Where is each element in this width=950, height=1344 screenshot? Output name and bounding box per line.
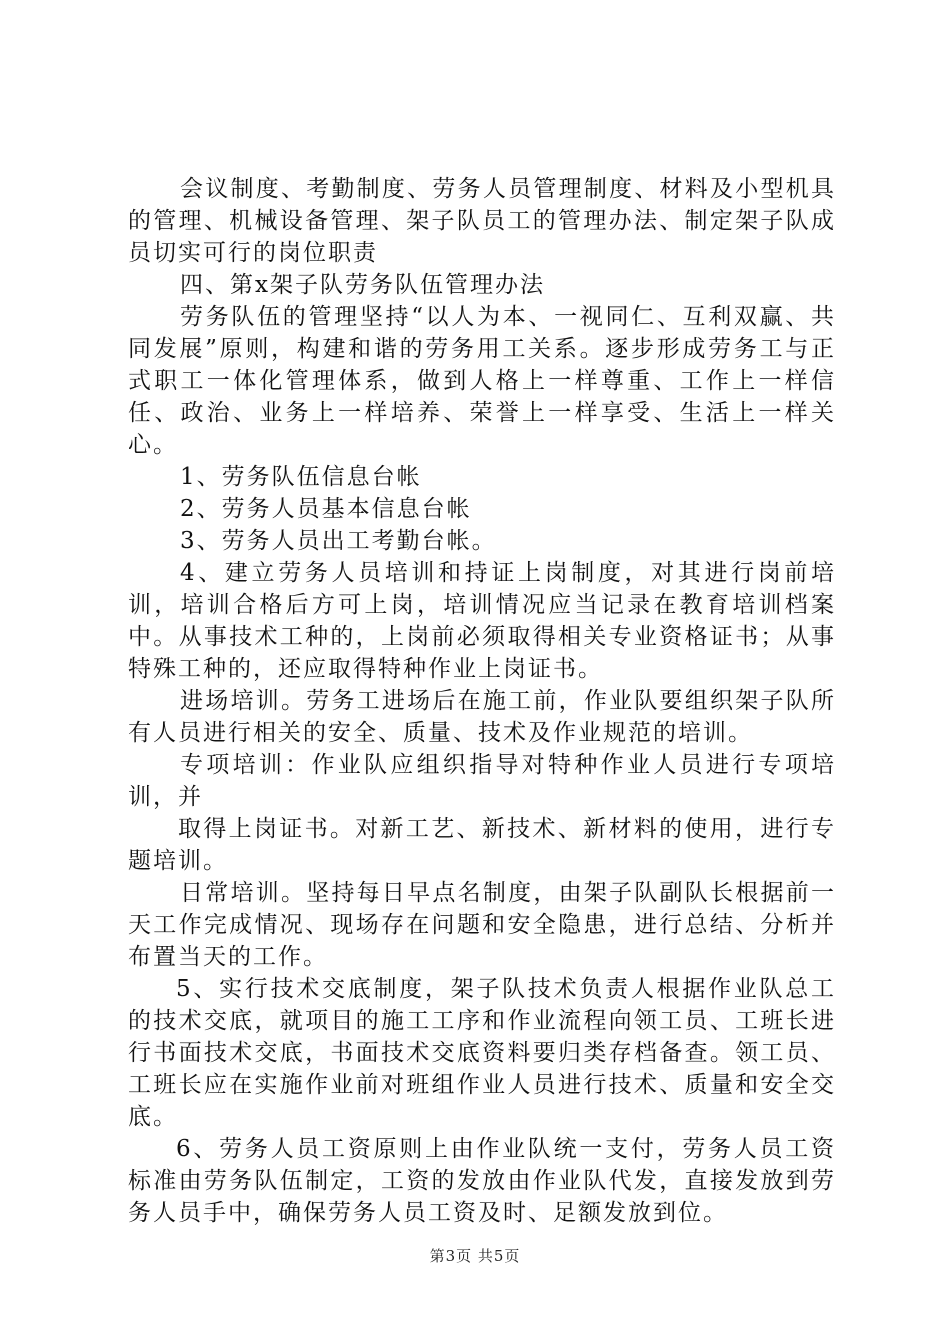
page-number-footer: 第3页 共5页 [429,1247,521,1265]
list-item-wage-payment: 6、劳务人员工资原则上由作业队统一支付，劳务人员工资标准由劳务队伍制定，工资的发放由作业队代发，直接发放到劳务人员手中，确保劳务人员工资及时、足额发放到位。 [128,1136,836,1226]
paragraph-special-training: 专项培训：作业队应组织指导对特种作业人员进行专项培训，并 [128,752,836,810]
section-heading-labor-management: 四、第x架子队劳务队伍管理办法 [180,272,545,298]
paragraph-rules-list: 会议制度、考勤制度、劳务人员管理制度、材料及小型机具的管理、机械设备管理、架子队员工的管理办法、制定架子队成员切实可行的岗位职责 [128,176,836,266]
list-item-attendance-ledger: 3、劳务人员出工考勤台帐。 [180,528,497,554]
document-body [128,173,836,1229]
paragraph-management-principle: 劳务队伍的管理坚持“以人为本、一视同仁、互利双赢、共同发展”原则，构建和谐的劳务用工关系。逐步形成劳务工与正式职工一体化管理体系，做到人格上一样尊重、工作上一样信任、政治、业务上一样培养、荣誉上一样享受、生活上一样关心。 [128,304,836,458]
paragraph-daily-training: 日常培训。坚持每日早点名制度，由架子队副队长根据前一天工作完成情况、现场存在问题和安全隐患，进行总结、分析并布置当天的工作。 [128,880,836,970]
paragraph-special-training-continued: 取得上岗证书。对新工艺、新技术、新材料的使用，进行专题培训。 [128,816,836,874]
list-item-personnel-ledger: 2、劳务人员基本信息台帐 [180,496,472,522]
list-item-technical-briefing: 5、实行技术交底制度，架子队技术负责人根据作业队总工的技术交底，就项目的施工工序和作业流程向领工员、工班长进行书面技术交底，书面技术交底资料要归类存档备查。领工员、工班长应在实施作业前对班组作业人员进行技术、质量和安全交底。 [128,976,836,1130]
paragraph-entry-training: 进场培训。劳务工进场后在施工前，作业队要组织架子队所有人员进行相关的安全、质量、技术及作业规范的培训。 [128,688,836,746]
list-item-team-ledger: 1、劳务队伍信息台帐 [180,464,422,490]
list-item-training-system: 4、建立劳务人员培训和持证上岗制度，对其进行岗前培训，培训合格后方可上岗，培训情况应当记录在教育培训档案中。从事技术工种的，上岗前必须取得相关专业资格证书；从事特殊工种的，还应取得特种作业上岗证书。 [128,560,836,682]
